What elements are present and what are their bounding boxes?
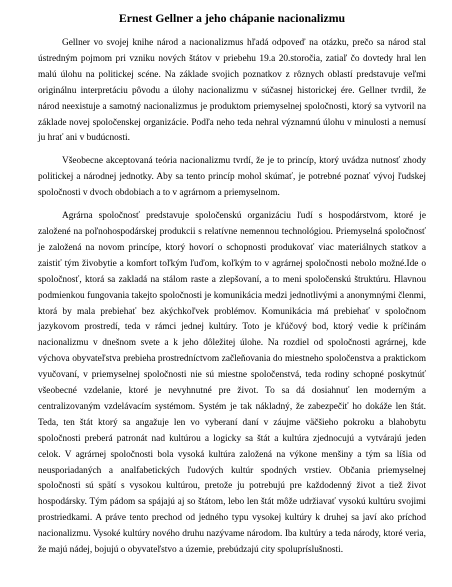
document-title: Ernest Gellner a jeho chápanie nacionalizmu: [118, 11, 346, 25]
paragraph-agrarian-industrial-society: Agrárna spoločnosť predstavuje spoločenskú organizáciu ľudí s hospodárstvom, ktoré je založené na poľnohospodárskej produkcii s relatívne nemennou technológiou. Priemyselná spoločnosť je založená na novom princípe, ktorý hovorí o schopnosti produkovať viac materiálnych statkov a zaistiť tým živobytie a komfort toľkým ľuďom, koľkým to v agrárnej spoločnosti nebolo možné.Ide o spoločnosť, ktorá sa zakladá na stálom raste a zlepšovaní, a to meni spoločenskú štruktúru. Hlavnou podmienkou fungovania takejto spoločnosti je komunikácia medzi jednotlivými a anonymnými členmi, ktorá by mala prebiehať bez akýchkoľvek problémov. Komunikácia má prebiehať v spoločnom jazykovom prostredí, teda v rámci jednej kultúry. Toto je kľúčový bod, ktorý vedie k príčinám nacionalizmu v dnešnom svete a k jeho dôležitej úlohe. Na rozdiel od spoločnosti agrárnej, kde výchova obyvateľstva prebieha prostredníctvom začleňovania do miestneho spoločenstva a praktickom vyučovaní, v priemyselnej spoločnosti nie sú miestne spoločenstvá, teda rodiny schopné poskytnúť všeobecné vzdelanie, ktoré je nevyhnutné pre život. To sa dá dosiahnuť len moderným a centralizovaným vzdelávacím systémom. Systém je tak nákladný, že zabezpečiť ho dokáže len štát. Teda, ten štát ktorý sa angažuje len vo vyberaní daní v záujme väčšieho pokroku a blahobytu spoločnosti preberá patronát nad kultúrou a logicky sa štát a kultúra zjednocujú a vytvárajú jeden celok. V agrárnej spoločnosti bola vysoká kultúra založená na výkone menšiny a tým sa líšia od neusporiadaných a analfabetických ľudových kultúr spodných vrstiev. Občania priemyselnej spoločnosti sú spätí s vysokou kultúrou, pretože ju potrebujú pre každodenný život a tiež život hospodársky. Tým pádom sa spájajú aj so štátom, lebo len štát môže udržiavať vysokú kultúru svojimi prostriedkami. A práve tento prechod od jedného typu vysokej kultúry k druhej sa javí ako príchod nacionalizmu. Vysoké kultúry nového druhu nazývame národom. Iba kultúry a teda národy, ktoré veria, že majú nádej, bojujú o obyvateľstvo a územie, prebúdzajú city spolupríslušnosti.: [38, 211, 426, 556]
paragraph-gellner-intro: Gellner vo svojej knihe národ a nacionalizmus hľadá odpoveď na otázku, prečo sa národ stal ústredným pojmom pri vzniku nových štátov v priebehu 19.a 20.storočia, zatiaľ čo dovtedy hral len malú úlohu na politickej scéne. Na základe svojich poznatkov z rôznych oblastí predstavuje veľmi originálnu interpretáciu pôvodu a úlohy nacionalizmu v súčasnej historickej ére. Gellner tvrdil, že národ neexistuje a samotný nacionalizmus je produktom priemyselnej spoločnosti, ktorý sa vytvoril na základe novej spoločenskej organizácie. Podľa neho teda nehral významnú úlohu v minulosti a nemusí ju hrať ani v budúcnosti.: [38, 38, 426, 144]
paragraph-nationalism-theory: Všeobecne akceptovaná teória nacionalizmu tvrdí, že je to princíp, ktorý uvádza nutnosť zhody politickej a národnej jednotky. Aby sa tento princíp mohol skúmať, je potrebné poznať vývoj ľudskej spoločnosti v dvoch obdobiach a to v agrárnom a priemyselnom.: [38, 156, 426, 199]
document-page: [38, 11, 426, 559]
